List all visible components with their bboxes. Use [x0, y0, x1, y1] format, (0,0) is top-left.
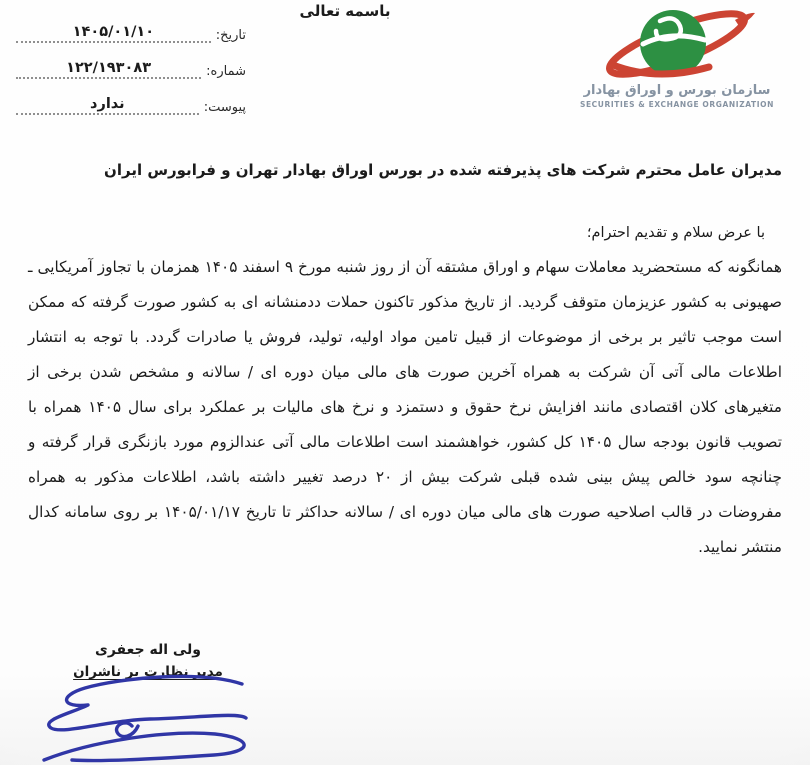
signature-ink — [10, 668, 280, 768]
salutation-line: با عرض سلام و تقدیم احترام؛ — [586, 225, 765, 241]
bismillah-text: باسمه تعالی — [299, 2, 391, 20]
number-field — [8, 52, 246, 79]
attachment-dotted-line — [16, 93, 199, 115]
signer-name: ولی اله جعفری — [94, 642, 202, 658]
org-name-fa: سازمان بورس و اوراق بهادار — [583, 83, 771, 98]
date-label: تاریخ: — [215, 28, 246, 43]
number-dotted-line — [16, 57, 201, 79]
seo-logo — [558, 4, 796, 109]
signer-title: مدیر نظارت بر ناشران — [73, 664, 223, 680]
attachment-value: ندارد — [90, 96, 125, 112]
signature-block — [48, 642, 248, 680]
recipient-line: مدیران عامل محترم شرکت های پذیرفته شده در بورس اوراق بهادار تهران و فرابورس ایران — [104, 161, 782, 179]
letter-body: همانگونه که مستحضرید معاملات سهام و اوراق مشتقه آن از روز شنبه مورخ ۹ اسفند ۱۴۰۵ همزمان با تجاوز آمریکایی ـ صهیونی به کشور عزیزمان متوقف گردید. از تاریخ مذکور تاکنون حملات ددمنشانه ای به کشور صورت گرفته که ممکن است موجب تاثیر بر برخی از موضوعات از قبیل تامین مواد اولیه، تولید، فروش یا صادرات گردد. با توجه به انتشار اطلاعات مالی آتی آن شرکت به همراه آخرین صورت های مالی میان دوره ای / سالانه و مشخص شدن برخی از متغیرهای کلان اقتصادی مانند افزایش نرخ حقوق و دستمزد و نرخ های مالیات بر عملکرد برای سال ۱۴۰۵ همراه با تصویب قانون بودجه سال ۱۴۰۵ کل کشور، خواهشمند است اطلاعات مالی آتی عندالزوم مورد بازنگری قرار گرفته و چنانچه سود خالص پیش بینی شده قبلی شرکت بیش از ۲۰ درصد تغییر داشته باشد، اطلاعات مذکور به همراه مفروضات در قالب اصلاحیه صورت های مالی میان دوره ای / سالانه حداکثر تا تاریخ ۱۴۰۵/۰۱/۱۷ بر روی سامانه کدال منتشر نمایید. — [28, 258, 782, 556]
org-name-en: SECURITIES & EXCHANGE ORGANIZATION — [579, 100, 775, 109]
date-field — [8, 16, 246, 43]
date-value: ۱۴۰۵/۰۱/۱۰ — [72, 24, 155, 40]
number-value: ۱۲۲/۱۹۳۰۸۳ — [66, 60, 152, 76]
date-dotted-line — [16, 21, 211, 43]
number-label: شماره: — [206, 64, 246, 79]
seo-globe-icon — [597, 4, 757, 82]
letterhead-meta — [8, 16, 246, 124]
attachment-field — [8, 88, 246, 115]
attachment-label: پیوست: — [203, 100, 246, 115]
